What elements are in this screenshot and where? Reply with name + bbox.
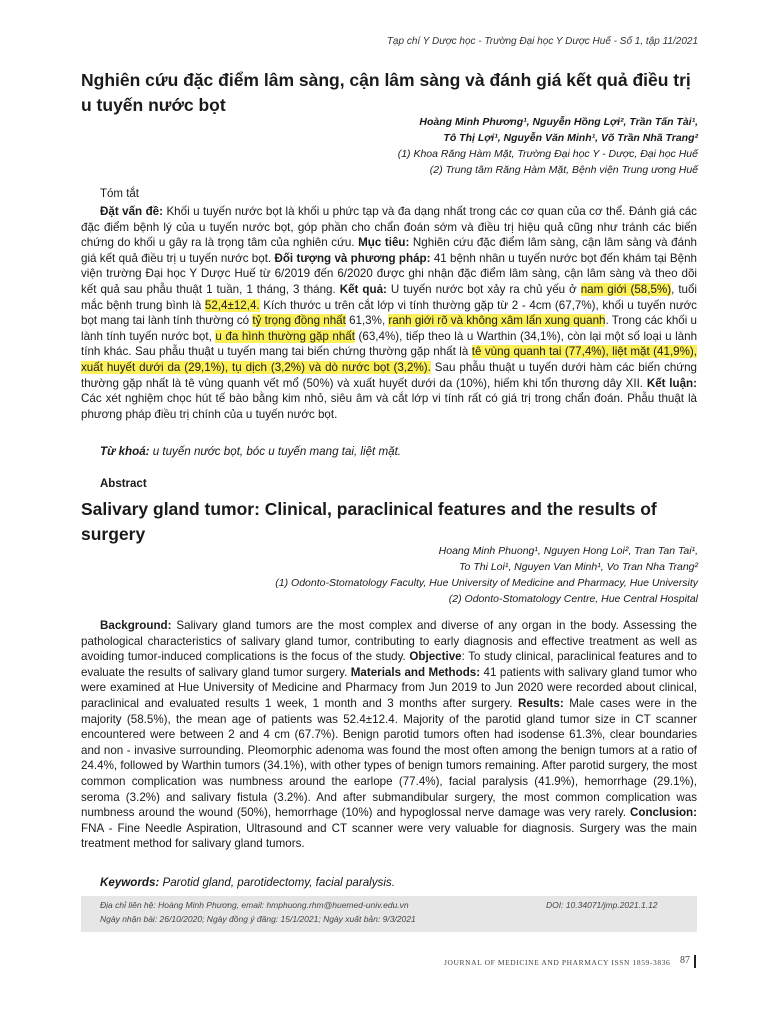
keywords-en — [100, 876, 395, 889]
label-methods: Đối tượng và phương pháp: — [274, 251, 431, 265]
label-results-en: Results: — [517, 696, 564, 710]
label-methods-en: Materials and Methods: — [350, 665, 481, 679]
article-title-vi: Nghiên cứu đặc điểm lâm sàng, cận lâm sàng và đánh giá kết quả điều trị u tuyến nước bọt — [81, 70, 691, 115]
contact-line: Địa chỉ liên hệ: Hoàng Minh Phương, email: hmphuong.rhm@huemed-univ.edu.vn — [100, 900, 409, 910]
abstract-body-vi — [81, 204, 697, 422]
label-objective: Mục tiêu: — [358, 236, 410, 250]
text-results-1: U tuyến nước bọt xảy ra chủ yếu ở — [386, 282, 581, 296]
highlight-2: 52,4±12,4. — [204, 298, 260, 312]
text-results-4: 61,3%, — [345, 314, 389, 328]
label-conclusion: Kết luận: — [646, 376, 697, 390]
keywords-text-vi: u tuyến nước bọt, bóc u tuyến mang tai, liệt mặt. — [149, 445, 402, 458]
authors-block-vi — [398, 114, 698, 178]
label-objective-en: Objective — [409, 650, 462, 664]
abstract-heading-en: Abstract — [100, 478, 147, 490]
abstract-body-en — [81, 618, 697, 852]
text-results-6: (63,4%), tiếp theo là u Warthin (34,1%), còn lại một số loại u lành tính khác. Sau phẫu thuật u tuyến mang tai biến chứng thường gặp nhất là — [81, 329, 698, 359]
authors-line-1: Hoàng Minh Phương¹, Nguyễn Hồng Lợi², Trần Tấn Tài¹, — [419, 116, 698, 128]
keywords-label-en: Keywords: — [100, 876, 160, 889]
authors-line-2: Tô Thị Lợi¹, Nguyễn Văn Minh¹, Võ Trần Nhã Trang² — [443, 132, 698, 144]
affiliation-1-en: (1) Odonto-Stomatology Faculty, Hue University of Medicine and Pharmacy, Hue University — [275, 577, 698, 589]
authors-line-1-en: Hoang Minh Phuong¹, Nguyen Hong Loi², Tran Tan Tai¹, — [438, 545, 698, 557]
highlight-4: ranh giới rõ và không xâm lấn xung quanh — [388, 314, 606, 328]
affiliation-1: (1) Khoa Răng Hàm Mặt, Trường Đại học Y - Dược, Đại học Huế — [397, 148, 698, 160]
text-methods: 41 bệnh nhân u tuyến nước bọt đến khám tại Bệnh viện trường Đại học Y Dược Huế từ 6/2019 đến 6/2020 được ghi nhận đặc điểm lâm sàng, cận lâm sàng và theo dõi kết quả sau phẫu thuật 1 tuần, 1 tháng, 3 tháng. — [81, 251, 698, 296]
keywords-text-en: Parotid gland, parotidectomy, facial paralysis. — [159, 876, 395, 889]
affiliation-2-en: (2) Odonto-Stomatology Centre, Hue Central Hospital — [448, 593, 698, 605]
text-methods-en: 41 patients with salivary gland tumor who were examined at Hue University of Medicine and Pharmacy from Jun 2019 to Jun 2020 were recorded about clinical, paraclinical and evaluated results 1 week, 1 month and 3 months after surgery. — [81, 665, 697, 710]
text-results-en: Male cases were in the majority (58.5%), the mean age of patients was 52.4±12.4. Majority of the parotid gland tumor size in CT scanner encountered were between 2 and 4 cm (67.7%). Benign parotid tumors often had isodense 61.3%, clear boundaries and non - invasive surrounding. Pleomorphic adenoma was found the most often among the benign tumors at a ratio of 24.4%, followed by Warthin tumors (34.1%), with other types of benign tumors remaining. After parotid surgery, the most common complication was numbness around the earlope (77.4%), facial paralysis (41.9%), hemorrhage (29.1%), seroma (3.2%) and salivary fistula (3.2%). And after submandibular surgery, the most common complication was numbness around the wound (50%), hemorrhage (10%) and hypoglossal nerve damage was very rarely. — [81, 696, 698, 820]
label-results: Kết quả: — [339, 282, 387, 296]
highlight-1: nam giới (58,5%) — [580, 282, 672, 296]
keywords-label-vi: Từ khoá: — [100, 445, 150, 458]
dates-line: Ngày nhận bài: 26/10/2020; Ngày đồng ý đăng: 15/1/2021; Ngày xuất bản: 9/3/2021 — [100, 914, 416, 924]
highlight-3: tỷ trọng đồng nhất — [252, 314, 346, 328]
text-results-5: . Trong các khối u lành tính tuyến nước bọt, — [81, 314, 698, 343]
label-background: Đặt vấn đề: — [100, 205, 163, 218]
keywords-vi — [100, 445, 401, 458]
text-results-2: , tuổi mắc bệnh trung bình là — [81, 282, 698, 312]
journal-header: Tạp chí Y Dược học - Trường Đại học Y Dược Huế - Số 1, tập 11/2021 — [386, 36, 698, 47]
authors-block-en — [275, 543, 698, 607]
text-background-en: Salivary gland tumors are the most complex and diverse of any organ in the body. Assessing the pathological characteristics of salivary gland tumor, contributing to early diagnosis and effective treatment as well as avoiding tumor-induced complications is the focus of the study. — [81, 619, 697, 664]
label-background-en: Background: — [100, 619, 172, 632]
highlight-5: u đa hình thường gặp nhất — [215, 329, 355, 343]
page-number: 87 — [680, 955, 690, 966]
text-conclusion-en: FNA - Fine Needle Aspiration, Ultrasound and CT scanner were very valuable for diagnosis. Surgery was the main treatment method for salivary gland tumors. — [81, 821, 697, 851]
journal-footer: JOURNAL OF MEDICINE AND PHARMACY ISSN 1859-3836 — [444, 958, 671, 967]
text-objective: Nghiên cứu đặc điểm lâm sàng, cận lâm sàng và đánh giá kết quả điều trị u tuyến nước bọt. — [81, 236, 697, 265]
authors-line-2-en: To Thi Loi¹, Nguyen Van Minh¹, Vo Tran Nha Trang² — [459, 561, 698, 573]
label-conclusion-en: Conclusion: — [630, 806, 697, 820]
highlight-6: tê vùng quanh tai (77,4%), liệt mặt (41,9%), xuất huyết dưới da (29,1%), tụ dịch (3,2%) và dò nước bọt (3,2%). — [81, 345, 697, 374]
page-number-bar — [694, 955, 696, 968]
affiliation-2: (2) Trung tâm Răng Hàm Mặt, Bệnh viện Trung ương Huế — [429, 164, 698, 176]
abstract-heading-vi: Tóm tắt — [100, 188, 139, 200]
article-title-en: Salivary gland tumor: Clinical, paraclinical features and the results of surgery — [81, 499, 657, 544]
text-background: Khối u tuyến nước bọt là khối u phức tạp và đa dạng nhất trong các cơ quan của cơ thể. Đánh giá các đặc điểm bệnh lý của u tuyến nước bọt, góp phần cho chẩn đoán sớm và điều trị hiệu quả cũng như tránh các biến chứng do khối u gây ra là trọng tâm của nghiên cứu. — [81, 205, 697, 250]
doi-line: DOI: 10.34071/jmp.2021.1.12 — [546, 900, 658, 910]
text-conclusion: Các xét nghiệm chọc hút tế bào bằng kim nhỏ, siêu âm và cắt lớp vi tính rất có giá trị trong chẩn đoán. Phẫu thuật là phương pháp điều trị chính của u tuyến nước bọt. — [81, 392, 697, 421]
text-results-7: Sau phẫu thuật u tuyến dưới hàm các biến chứng thường gặp nhất là tê vùng quanh vết mổ (50%) và xuất huyết dưới da (10%), hiếm khi tổn thương dây XII. — [81, 360, 698, 390]
text-objective-en: : To study clinical, paraclinical features and to evaluate the results of salivary gland tumor surgery. — [81, 650, 697, 679]
text-results-3: Kích thước u trên cắt lớp vi tính thường gặp từ 2 - 4cm (67,7%), khối u tuyến nước bọt mang tai lành tính thường có — [81, 298, 697, 328]
